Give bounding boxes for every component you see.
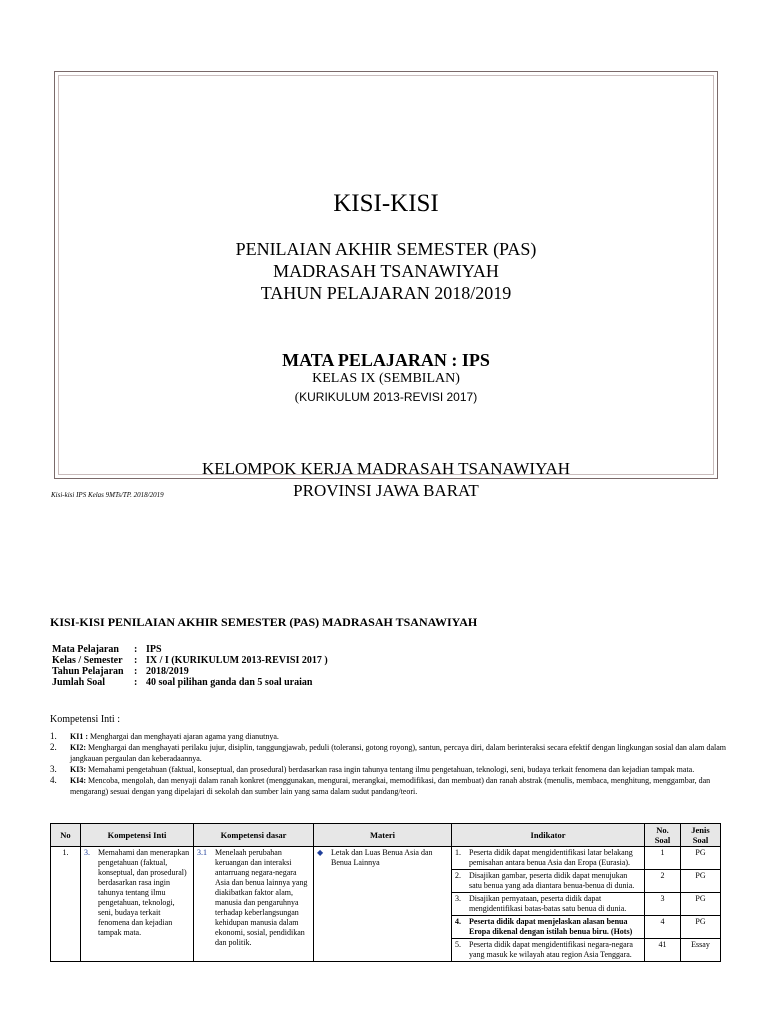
cover-curriculum-paren: ( — [294, 389, 300, 404]
header-jenis-soal: Jenis Soal — [681, 824, 721, 847]
ki-code: KI2: — [70, 743, 86, 752]
cell-no-soal: 41 — [645, 939, 681, 962]
cell-no-soal: 4 — [645, 916, 681, 939]
table-header-row — [51, 824, 721, 847]
header-indikator: Indikator — [452, 824, 645, 847]
cover-subject: MATA PELAJARAN : IPS — [282, 350, 490, 370]
cell-no-soal: 1 — [645, 847, 681, 870]
cell-indikator — [452, 916, 645, 939]
meta-value: IPS — [146, 644, 162, 655]
ki-text — [70, 775, 730, 797]
cover-subtitle-line: PENILAIAN AKHIR SEMESTER (PAS) — [235, 239, 537, 259]
meta-label: Mata Pelajaran — [52, 644, 119, 655]
cell-kompetensi-inti — [81, 847, 194, 962]
ki-item — [50, 775, 730, 797]
indikator-number: 5. — [455, 940, 461, 949]
cell-kompetensi-dasar — [194, 847, 314, 962]
cover-subtitle-line: TAHUN PELAJARAN 2018/2019 — [260, 283, 512, 303]
cell-indikator — [452, 847, 645, 870]
cover-org-line: PROVINSI JAWA BARAT — [293, 481, 479, 500]
ki-description: Menghargai dan menghayati perilaku jujur, disiplin, tanggungjawab, peduli (toleransi, gotong royong), santun, percaya diri, dalam berinteraksi secara efektif dengan lingkungan sosial dan alam dalam jangkauan pergaulan dan keberadaannya. — [70, 743, 727, 763]
ki-number: 1. — [50, 731, 57, 741]
cover-class: KELAS IX (SEMBILAN) — [312, 371, 460, 386]
ki-section-title: Kompetensi Inti : — [50, 714, 120, 725]
ki-description: Menghargai dan menghayati ajaran agama yang dianutnya. — [88, 732, 279, 741]
ki-cell-text: Memahami dan menerapkan pengetahuan (faktual, konseptual, dan prosedural) berdasarkan rasa ingin tahunya tentang ilmu pengetahuan, teknologi, seni, budaya terkait fenomena dan kejadian tampak mata. — [98, 848, 190, 937]
cover-subtitle-line: MADRASAH TSANAWIYAH — [273, 261, 499, 281]
ki-text — [70, 731, 730, 742]
cell-no-soal: 2 — [645, 870, 681, 893]
cover-org-line: KELOMPOK KERJA MADRASAH TSANAWIYAH — [201, 459, 571, 478]
cell-no-soal: 3 — [645, 893, 681, 916]
meta-row — [52, 655, 328, 666]
page-footer-note: Kisi-kisi IPS Kelas 9MTs/TP. 2018/2019 — [51, 491, 164, 499]
cell-indikator — [452, 939, 645, 962]
ki-text — [70, 764, 730, 775]
cover-title: KISI-KISI — [333, 190, 439, 217]
ki-item — [50, 731, 730, 742]
kisi-kisi-table — [50, 823, 721, 962]
indikator-text: Disajikan gambar, peserta didik dapat menujukan satu benua yang ada diantara benua-benua di dunia. — [469, 871, 635, 890]
meta-row — [52, 677, 328, 688]
cell-no: 1. — [51, 847, 81, 962]
kd-cell-number: 3.1 — [197, 848, 207, 857]
meta-colon: : — [134, 677, 138, 688]
cell-indikator — [452, 893, 645, 916]
ki-number: 2. — [50, 742, 57, 752]
meta-block — [52, 644, 328, 688]
header-kompetensi-inti: Kompetensi Inti — [81, 824, 194, 847]
kd-cell-text: Menelaah perubahan keruangan dan interaksi antarruang negara-negara Asia dan benua lainnya yang diakibatkan faktor alam, manusia dan pengaruhnya terhadap keberlangsungan kehidupan manusia dalam ekonomi, sosial, pendidikan dan politik. — [215, 848, 308, 947]
ki-description: Mencoba, mengolah, dan menyaji dalam ranah konkret (menggunakan, mengurai, merangkai, memodifikasi, dan membuat) dan ranah abstrak (menulis, membaca, menghitung, menggambar, dan mengarang) sesuai dengan yang dipelajari di sekolah dan sumber lain yang sama dalam sudut pandang/teori. — [70, 776, 711, 796]
meta-colon: : — [134, 644, 138, 655]
cell-materi — [314, 847, 452, 962]
cell-indikator — [452, 870, 645, 893]
meta-label: Kelas / Semester — [52, 655, 123, 666]
indikator-text: Disajikan pernyataan, peserta didik dapat mengidentifikasi batas-batas satu benua di dunia. — [469, 894, 627, 913]
header-materi: Materi — [314, 824, 452, 847]
meta-colon: : — [134, 666, 138, 677]
indikator-text: Peserta didik dapat mengidentifikasi latar belakang pemisahan antara benua Asia dan Eropa (Eurasia). — [469, 848, 633, 867]
cell-jenis-soal: PG — [681, 916, 721, 939]
meta-colon: : — [134, 655, 138, 666]
indikator-number: 4. — [455, 917, 461, 926]
cell-jenis-soal: PG — [681, 847, 721, 870]
header-no: No — [51, 824, 81, 847]
indikator-number: 1. — [455, 848, 461, 857]
indikator-text: Peserta didik dapat menjelaskan alasan benua Eropa dikenal dengan istilah benua biru. (Hots) — [469, 917, 633, 936]
ki-number: 4. — [50, 775, 57, 785]
ki-item — [50, 742, 730, 764]
cover-curriculum — [55, 389, 717, 405]
ki-code: KI1 : — [70, 732, 88, 741]
header-no-soal: No. Soal — [645, 824, 681, 847]
cover-curriculum-text: KURIKULUM 2013-REVISI 2017) — [299, 390, 478, 404]
ki-cell-number: 3. — [84, 848, 90, 857]
meta-value: IX / I (KURIKULUM 2013-REVISI 2017 ) — [146, 655, 328, 666]
cell-jenis-soal: PG — [681, 870, 721, 893]
cell-jenis-soal: PG — [681, 893, 721, 916]
header-kompetensi-dasar: Kompetensi dasar — [194, 824, 314, 847]
materi-text: Letak dan Luas Benua Asia dan Benua Lainnya — [331, 848, 433, 867]
cell-jenis-soal: Essay — [681, 939, 721, 962]
meta-value: 2018/2019 — [146, 666, 189, 677]
ki-code: KI4: — [70, 776, 86, 785]
ki-item — [50, 764, 730, 775]
table-row — [51, 847, 721, 870]
indikator-text: Peserta didik dapat mengidentifikasi negara-negara yang masuk ke wilayah atau region Asia Tenggara. — [469, 940, 633, 959]
meta-label: Tahun Pelajaran — [52, 666, 124, 677]
meta-row — [52, 644, 328, 655]
ki-text — [70, 742, 730, 764]
meta-value: 40 soal pilihan ganda dan 5 soal uraian — [146, 677, 313, 688]
document-heading: KISI-KISI PENILAIAN AKHIR SEMESTER (PAS) MADRASAH TSANAWIYAH — [50, 615, 478, 629]
ki-code: KI3: — [70, 765, 86, 774]
ki-number: 3. — [50, 764, 57, 774]
ki-description: Memahami pengetahuan (faktual, konseptual, dan prosedural) berdasarkan rasa ingin tahunya tentang ilmu pengetahuan, teknologi, seni, budaya terkait fenomena dan kejadian tampak mata. — [86, 765, 695, 774]
meta-label: Jumlah Soal — [52, 677, 106, 688]
ki-list — [50, 731, 730, 797]
meta-row — [52, 666, 328, 677]
indikator-number: 3. — [455, 894, 461, 903]
cover-subtitle — [55, 238, 717, 304]
diamond-bullet-icon: ◆ — [317, 848, 324, 857]
indikator-number: 2. — [455, 871, 461, 880]
